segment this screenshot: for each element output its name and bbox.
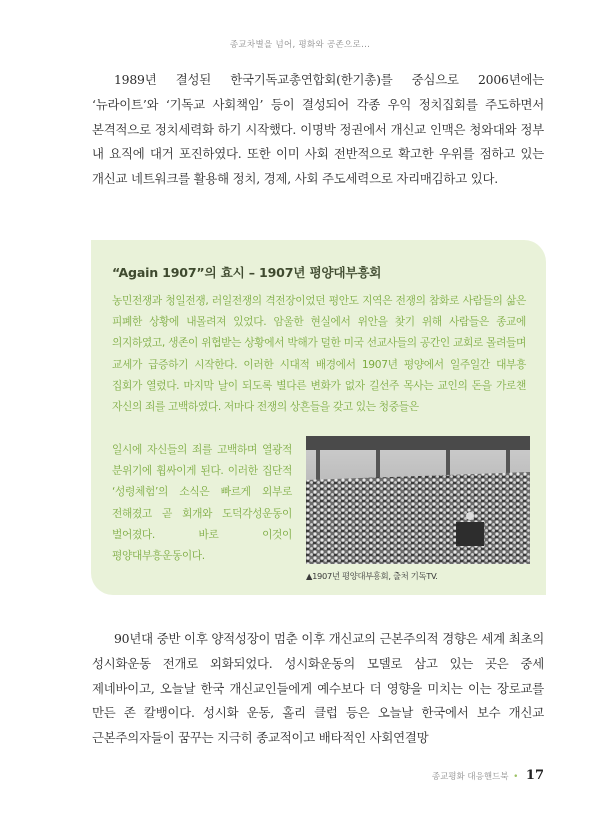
page-number: 17 <box>525 768 544 783</box>
sidebar-box-text-side: 일시에 자신들의 죄를 고백하며 열광적 분위기에 휩싸이게 된다. 이러한 집단적 ‘성령체험’의 소식은 빠르게 외부로 전해졌고 곧 회개와 도덕각성운동이 벌어졌다. 바로 이것이 평양대부흥운동이다. <box>112 443 292 563</box>
sidebar-box-title: “Again 1907”의 효시 – 1907년 평양대부흥회 <box>112 265 382 280</box>
running-header: 종교차별을 넘어, 평화와 공존으로... <box>229 40 371 50</box>
sidebar-box-text-top: 농민전쟁과 청일전쟁, 러일전쟁의 격전장이었던 평안도 지역은 전쟁의 참화로 사람들의 삶은 피폐한 상황에 내몰려져 있었다. 암울한 현실에서 위안을 찾기 위해 사람들은 종교에 의지하였고, 생존이 위협받는 상황에서 박해가 덜한 미국 선교사들의 공간인 교회로 몰려들며 교세가 급증하기 시작한다. 이러한 시대적 배경에서 1907년 평양에서 일주일간 대부흥 집회가 열렸다. 마지막 날이 되도록 별다른 변화가 없자 길선주 목사는 교인의 돈을 가로챈 자신의 죄를 고백하였다. 저마다 전쟁의 상흔들을 갖고 있는 청중들은 <box>112 294 526 414</box>
revival-meeting-photo <box>306 436 530 564</box>
footer-book-title: 종교평화 대응핸드북 <box>431 772 509 782</box>
body-paragraph-1: 1989년 결성된 한국기독교총연합회(한기총)를 중심으로 2006년에는 ‘뉴라이트’와 ‘기독교 사회책임’ 등이 결성되어 각종 우익 정치집회를 주도하면서 본격적으로 정치세력화 하기 시작했다. 이명박 정권에서 개신교 인맥은 청와대와 정부 내 요직에 대거 포진하였다. 또한 이미 사회 전반적으로 확고한 우위를 점하고 있는 개신교 네트워크를 활용해 정치, 경제, 사회 주도세력으로 자리매김하고 있다. <box>92 72 544 187</box>
page-footer <box>300 768 544 783</box>
photo-caption: ▲1907년 평양대부흥회, 출처 기독TV. <box>306 571 438 581</box>
body-paragraph-2: 90년대 중반 이후 양적성장이 멈춘 이후 개신교의 근본주의적 경향은 세계 최초의 성시화운동 전개로 외화되었다. 성시화운동의 모델로 삼고 있는 곳은 중세 제네바이고, 오늘날 한국 개신교인들에게 예수보다 더 영향을 미치는 이는 장로교를 만든 존 칼뱅이다. 성시화 운동, 홀리 클럽 등은 오늘날 한국에서 보수 개신교 근본주의자들이 꿈꾸는 지극히 종교적이고 배타적인 사회연결망 <box>92 631 544 746</box>
footer-separator: • <box>513 772 519 782</box>
